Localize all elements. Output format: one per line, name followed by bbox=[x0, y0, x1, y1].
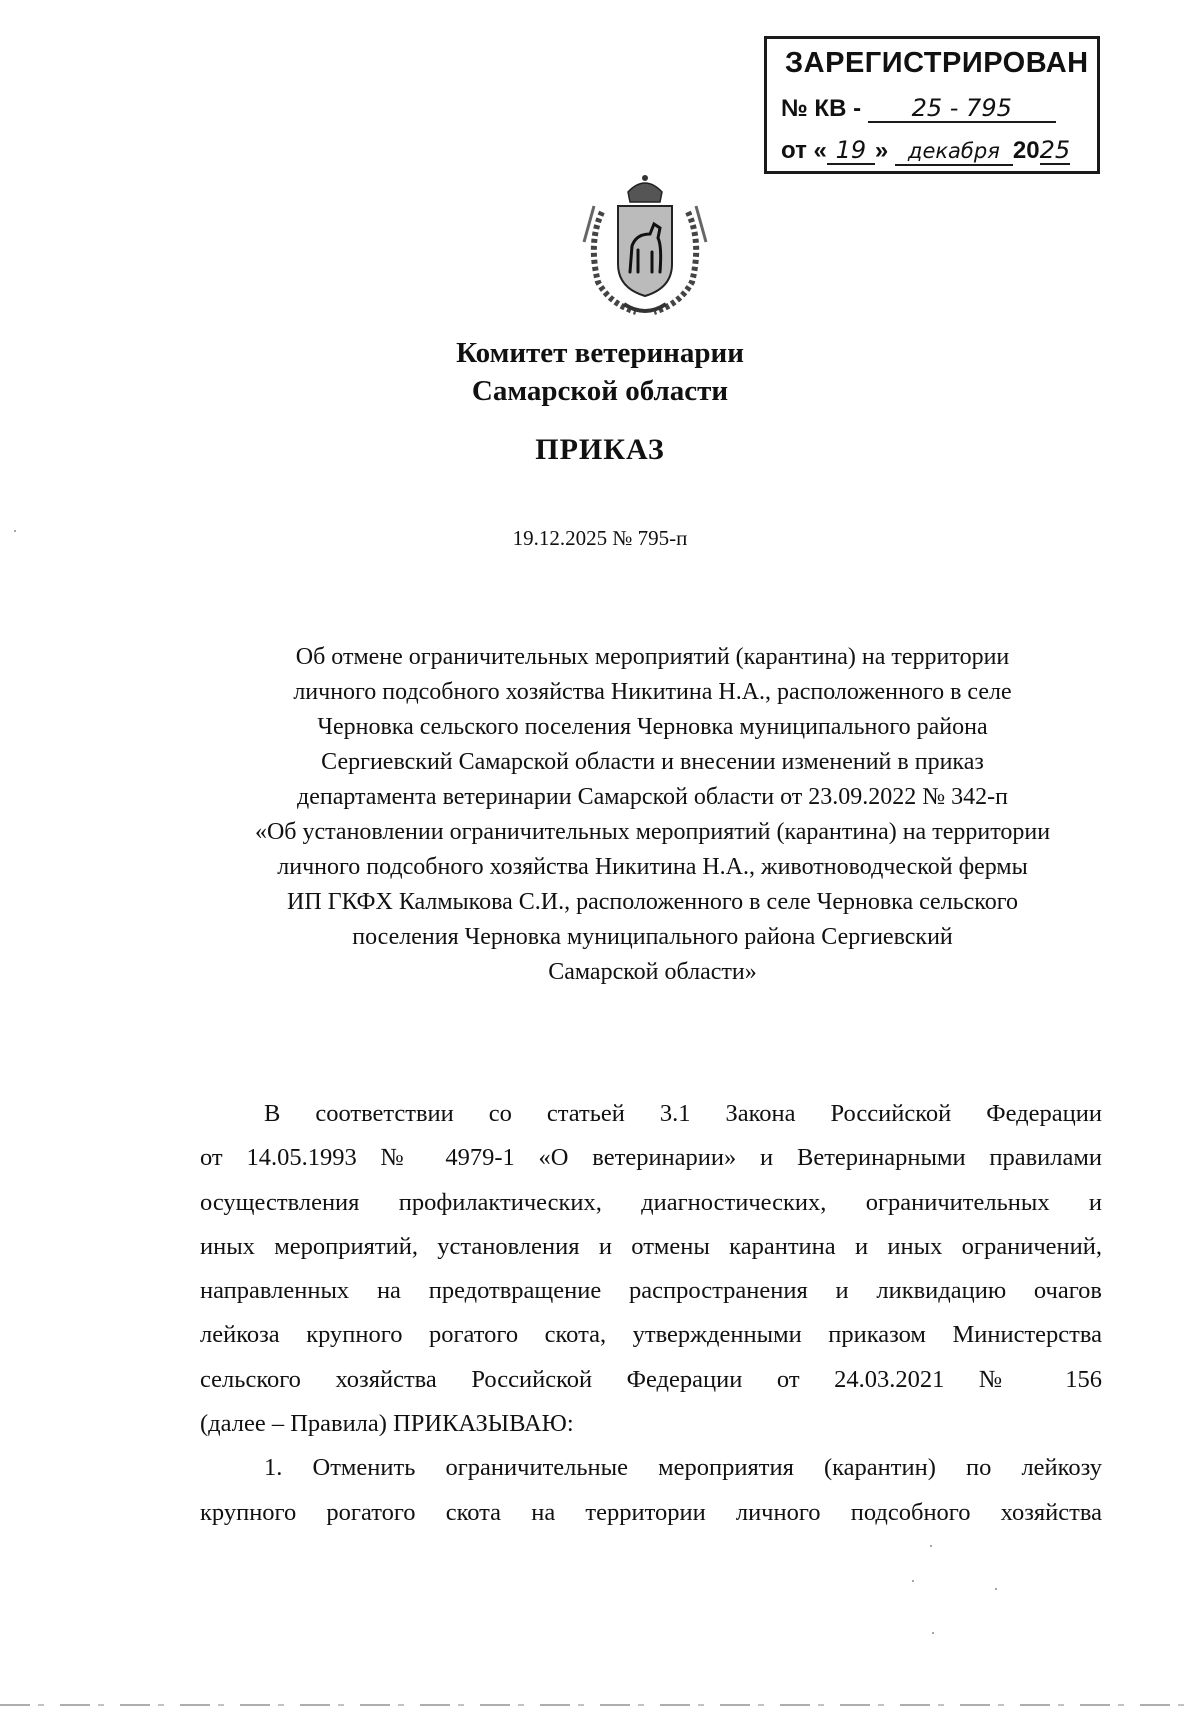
stamp-number-label: № КВ - bbox=[781, 95, 862, 122]
subject-line: Черновка сельского поселения Черновка муниципального района bbox=[317, 714, 988, 740]
stamp-date-prefix: от « bbox=[781, 137, 827, 164]
body-line: иных мероприятий, установления и отмены карантина и иных ограничений, bbox=[200, 1232, 1102, 1260]
scan-speck bbox=[995, 1588, 997, 1590]
stamp-title: ЗАРЕГИСТРИРОВАН bbox=[785, 47, 1089, 79]
stamp-number-line bbox=[781, 95, 1056, 123]
samara-coat-of-arms-icon bbox=[580, 172, 710, 318]
subject-line: Сергиевский Самарской области и внесении изменений в приказ bbox=[321, 749, 984, 775]
organization-name-line-1: Комитет ветеринарии bbox=[456, 337, 744, 369]
stamp-year-printed: 20 bbox=[1012, 137, 1040, 164]
subject-line: ИП ГКФХ Калмыкова С.И., расположенного в селе Черновка сельского bbox=[287, 889, 1018, 915]
scan-speck bbox=[14, 530, 16, 532]
scan-speck bbox=[932, 1632, 934, 1634]
stamp-handwritten-day: 19 bbox=[827, 137, 875, 165]
document-date-number: 19.12.2025 № 795-п bbox=[512, 526, 688, 550]
organization-name-line-2: Самарской области bbox=[471, 375, 729, 407]
stamp-date-line bbox=[781, 137, 1070, 166]
subject-line: «Об установлении ограничительных мероприятий (карантина) на территории bbox=[254, 819, 1051, 845]
body-line: лейкоза крупного рогатого скота, утвержденными приказом Министерства bbox=[200, 1321, 1102, 1349]
body-line: крупного рогатого скота на территории личного подсобного хозяйства bbox=[200, 1498, 1102, 1526]
subject-line: департамента ветеринарии Самарской области от 23.09.2022 № 342-п bbox=[296, 784, 1008, 810]
scan-edge-line bbox=[0, 1704, 1200, 1706]
body-line: В соответствии со статьей 3.1 Закона Российской Федерации bbox=[264, 1100, 1102, 1127]
document-type: ПРИКАЗ bbox=[535, 433, 665, 466]
organization-name bbox=[0, 334, 1200, 410]
stamp-handwritten-number: 25 - 795 bbox=[868, 95, 1056, 123]
subject-line: личного подсобного хозяйства Никитина Н.А., животноводческой фермы bbox=[277, 854, 1028, 880]
registration-stamp bbox=[764, 36, 1100, 174]
body-line: (далее – Правила) ПРИКАЗЫВАЮ: bbox=[200, 1410, 574, 1438]
order-body bbox=[200, 1092, 1102, 1535]
order-subject bbox=[190, 640, 1115, 990]
body-line: 1. Отменить ограничительные мероприятия (карантин) по лейкозу bbox=[264, 1454, 1102, 1482]
body-line: сельского хозяйства Российской Федерации от 24.03.2021 № 156 bbox=[200, 1365, 1102, 1393]
body-line: осуществления профилактических, диагностических, ограничительных и bbox=[200, 1188, 1102, 1216]
stamp-handwritten-year: 25 bbox=[1039, 136, 1071, 164]
body-line: направленных на предотвращение распространения и ликвидацию очагов bbox=[200, 1277, 1102, 1305]
subject-line: Самарской области» bbox=[548, 959, 757, 985]
subject-line: поселения Черновка муниципального района Сергиевский bbox=[352, 924, 953, 950]
body-line: от 14.05.1993 № 4979-1 «О ветеринарии» и Ветеринарными правилами bbox=[200, 1144, 1102, 1172]
scan-speck bbox=[930, 1545, 932, 1547]
scan-speck bbox=[912, 1580, 914, 1582]
stamp-date-mid: » bbox=[874, 137, 889, 164]
stamp-handwritten-month: декабря bbox=[895, 138, 1013, 166]
subject-line: личного подсобного хозяйства Никитина Н.А., расположенного в селе bbox=[293, 679, 1012, 705]
subject-line: Об отмене ограничительных мероприятий (карантина) на территории bbox=[295, 644, 1010, 670]
